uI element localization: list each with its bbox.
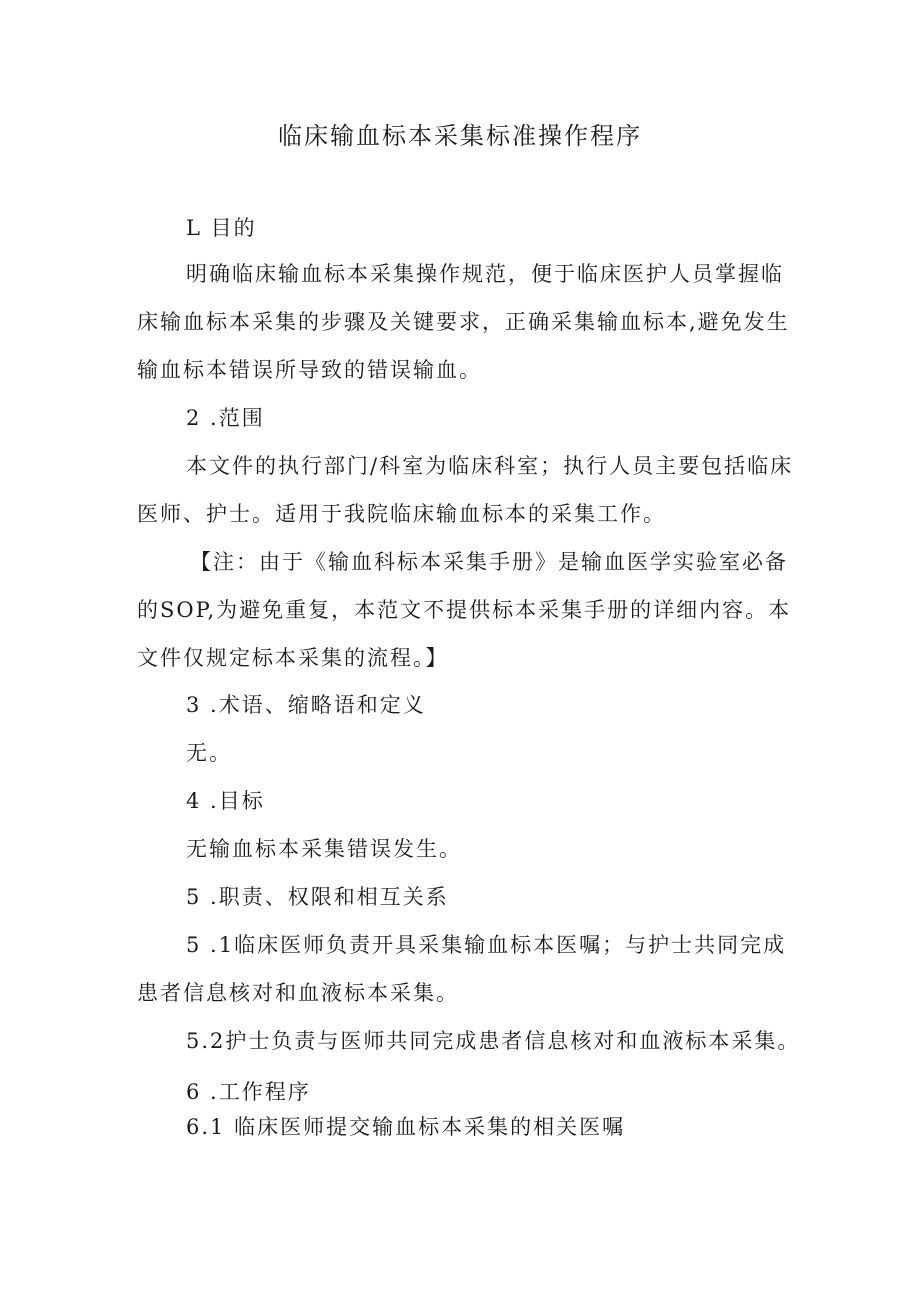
note-line-3: 文件仅规定标本采集的流程。】 [137,646,449,670]
section-5-1-line-1: 5 .1临床医师负责开具采集输血标本医嘱；与护士共同完成 [186,933,787,957]
section-2-paragraph-line-1: 本文件的执行部门/科室为临床科室；执行人员主要包括临床 [186,454,794,478]
note-line-1: 【注：由于《输血科标本采集手册》是输血医学实验室必备 [190,550,788,574]
section-5-2-line: 5.2护士负责与医师共同完成患者信息核对和血液标本采集。 [186,1029,801,1053]
note-line-2: 的SOP,为避免重复，本范文不提供标本采集手册的详细内容。本 [137,598,792,622]
section-6-heading: 6 .工作程序 [186,1080,311,1104]
section-1-heading: L 目的 [186,216,257,240]
section-1-paragraph-line-3: 输血标本错误所导致的错误输血。 [137,358,482,382]
document-title: 临床输血标本采集标准操作程序 [278,122,642,150]
section-3-paragraph: 无。 [186,741,232,765]
section-4-paragraph: 无输血标本采集错误发生。 [186,837,462,861]
section-3-heading: 3 .术语、缩略语和定义 [186,693,426,717]
section-2-paragraph-line-2: 医师、护士。适用于我院临床输血标本的采集工作。 [137,502,666,526]
section-5-heading: 5 .职责、权限和相互关系 [186,885,449,909]
section-2-heading: 2 .范围 [186,406,265,430]
section-4-heading: 4 .目标 [186,789,265,813]
section-5-1-line-2: 患者信息核对和血液标本采集。 [137,981,459,1005]
section-1-paragraph-line-2: 床输血标本采集的步骤及关键要求，正确采集输血标本,避免发生 [137,310,790,334]
section-1-paragraph-line-1: 明确临床输血标本采集操作规范，便于临床医护人员掌握临 [186,262,784,286]
section-6-1-heading: 6.1 临床医师提交输血标本采集的相关医嘱 [186,1115,626,1139]
